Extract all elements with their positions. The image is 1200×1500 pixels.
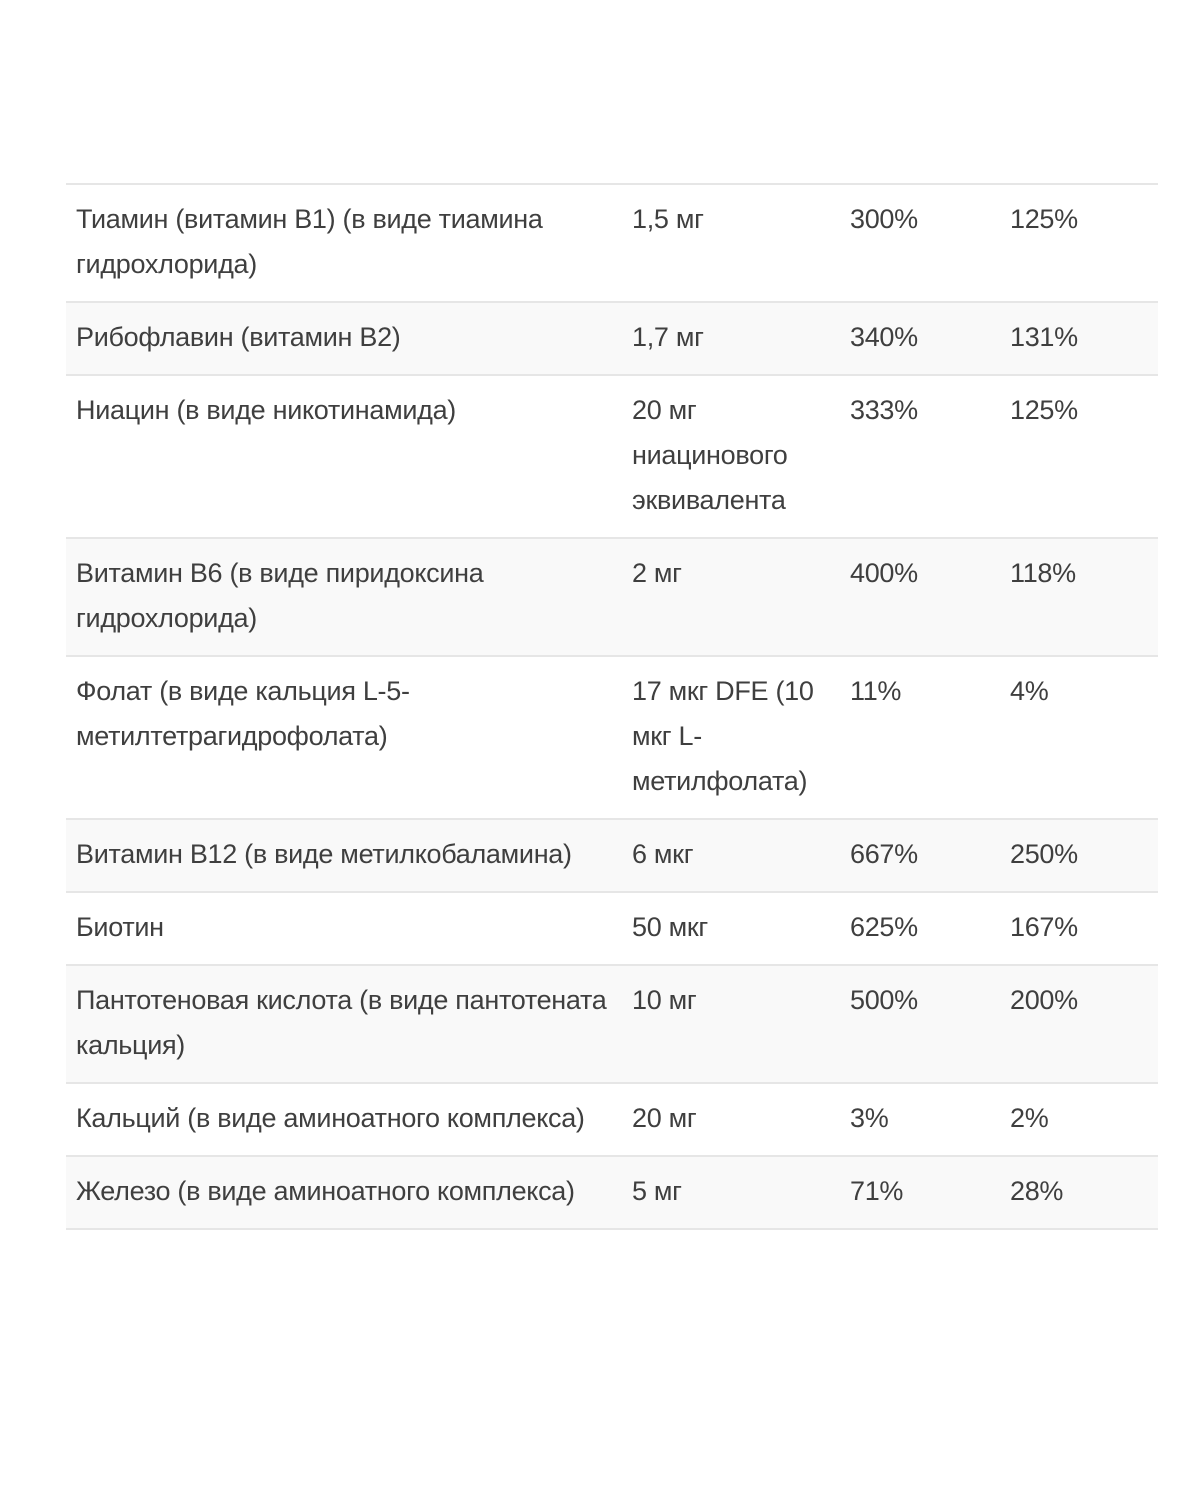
table-row: [66, 1083, 1158, 1156]
nutrient-amount: 1,7 мг: [622, 302, 840, 375]
table-row: [66, 302, 1158, 375]
nutrient-name: Железо (в виде аминоатного комплекса): [66, 1156, 622, 1229]
daily-value-percent-alt: 118%: [1000, 538, 1158, 656]
daily-value-percent-alt: 125%: [1000, 184, 1158, 302]
nutrient-name: Кальций (в виде аминоатного комплекса): [66, 1083, 622, 1156]
daily-value-percent-alt: 28%: [1000, 1156, 1158, 1229]
nutrient-name: Биотин: [66, 892, 622, 965]
nutrient-amount: 10 мг: [622, 965, 840, 1083]
table-row: [66, 819, 1158, 892]
nutrient-name: Ниацин (в виде никотинамида): [66, 375, 622, 538]
daily-value-percent: 400%: [840, 538, 1000, 656]
daily-value-percent: 3%: [840, 1083, 1000, 1156]
nutrient-name: Пантотеновая кислота (в виде пантотената кальция): [66, 965, 622, 1083]
nutrient-name: Фолат (в виде кальция L-5-метилтетрагидрофолата): [66, 656, 622, 819]
nutrient-table: [66, 183, 1158, 1230]
nutrient-name: Рибофлавин (витамин В2): [66, 302, 622, 375]
daily-value-percent-alt: 131%: [1000, 302, 1158, 375]
nutrient-amount: 17 мкг DFE (10 мкг L-метилфолата): [622, 656, 840, 819]
nutrient-amount: 20 мг: [622, 1083, 840, 1156]
daily-value-percent: 340%: [840, 302, 1000, 375]
nutrient-name: Витамин B12 (в виде метилкобаламина): [66, 819, 622, 892]
daily-value-percent-alt: 4%: [1000, 656, 1158, 819]
nutrient-amount: 6 мкг: [622, 819, 840, 892]
nutrient-amount: 2 мг: [622, 538, 840, 656]
daily-value-percent-alt: 250%: [1000, 819, 1158, 892]
daily-value-percent: 300%: [840, 184, 1000, 302]
nutrient-amount: 5 мг: [622, 1156, 840, 1229]
nutrient-table-container: [66, 183, 1158, 1230]
daily-value-percent: 625%: [840, 892, 1000, 965]
table-row: [66, 375, 1158, 538]
daily-value-percent: 333%: [840, 375, 1000, 538]
daily-value-percent: 11%: [840, 656, 1000, 819]
daily-value-percent: 667%: [840, 819, 1000, 892]
nutrient-amount: 20 мг ниацинового эквивалента: [622, 375, 840, 538]
table-row: [66, 1156, 1158, 1229]
table-row: [66, 538, 1158, 656]
nutrient-name: Тиамин (витамин В1) (в виде тиамина гидрохлорида): [66, 184, 622, 302]
daily-value-percent: 500%: [840, 965, 1000, 1083]
daily-value-percent-alt: 2%: [1000, 1083, 1158, 1156]
nutrient-amount: 1,5 мг: [622, 184, 840, 302]
nutrient-name: Витамин B6 (в виде пиридоксина гидрохлорида): [66, 538, 622, 656]
daily-value-percent-alt: 167%: [1000, 892, 1158, 965]
table-row: [66, 656, 1158, 819]
daily-value-percent-alt: 200%: [1000, 965, 1158, 1083]
daily-value-percent-alt: 125%: [1000, 375, 1158, 538]
table-row: [66, 892, 1158, 965]
table-row: [66, 184, 1158, 302]
daily-value-percent: 71%: [840, 1156, 1000, 1229]
nutrient-amount: 50 мкг: [622, 892, 840, 965]
table-row: [66, 965, 1158, 1083]
